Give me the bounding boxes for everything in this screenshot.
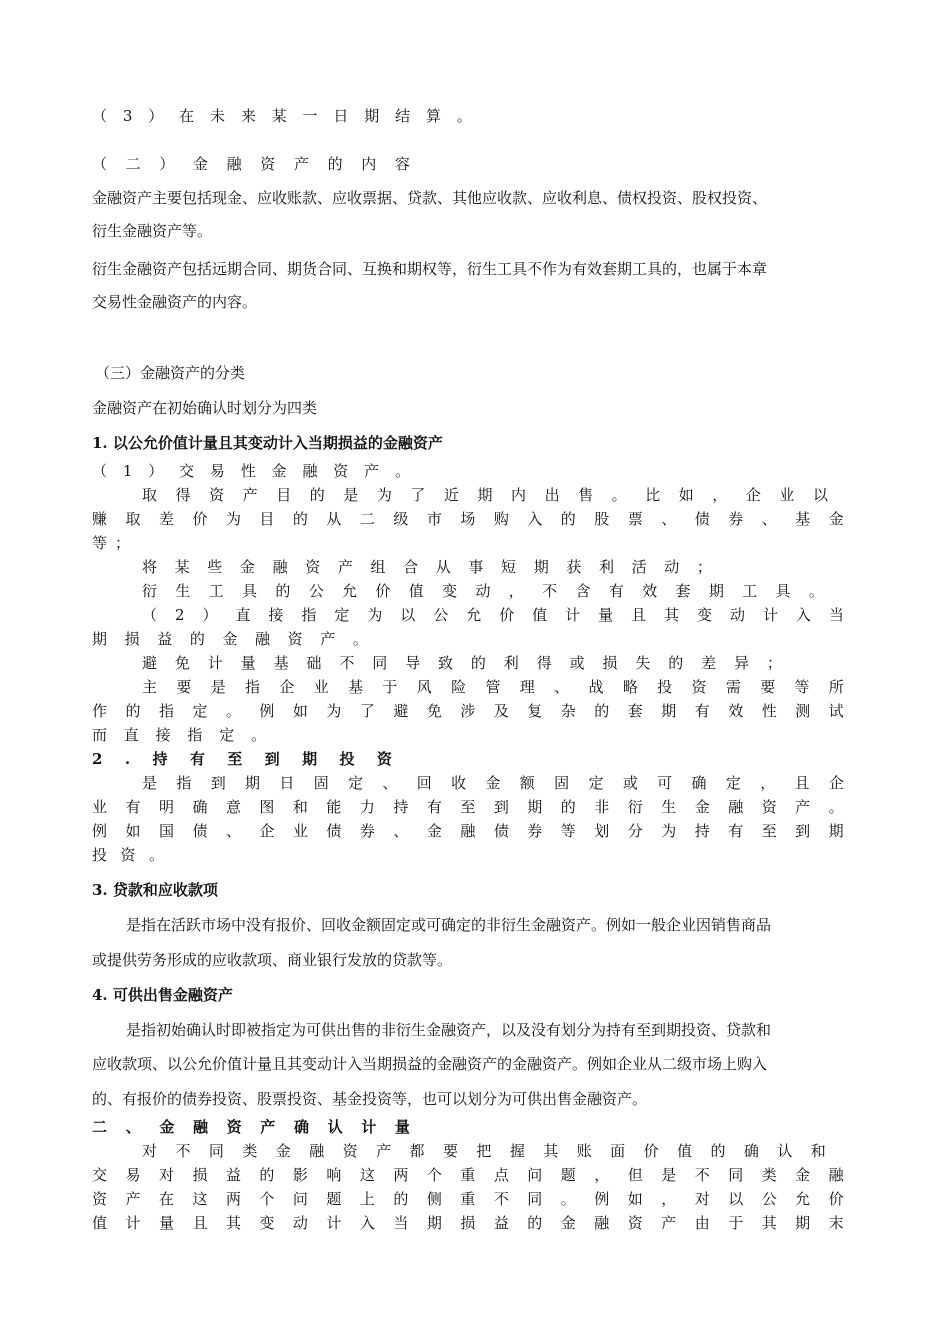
justified-line: 取 得 资 产 目 的 是 为 了 近 期 内 出 售 。 比 如 ， 企 业 以	[142, 486, 828, 504]
justified-line: 而 直 接 指 定 。	[92, 726, 266, 744]
justified-line: 期 损 益 的 金 融 资 产 。	[92, 630, 368, 648]
justified-line: 衍 生 工 具 的 公 允 价 值 变 动 ， 不 含 有 效 套 期 工 具 。	[142, 582, 824, 600]
heading-part-2-measurement: 二 、 金 融 资 产 确 认 计 量	[92, 1118, 410, 1136]
justified-line: 业 有 明 确 意 图 和 能 力 持 有 至 到 期 的 非 衍 生 金 融 资 产 。	[92, 798, 844, 816]
justified-line: 交 易 对 损 益 的 影 响 这 两 个 重 点 问 题 ， 但 是 不 同 类 金 融	[92, 1166, 844, 1184]
paragraph-line: 衍生金融资产等。	[92, 222, 213, 240]
justified-line: 将 某 些 金 融 资 产 组 合 从 事 短 期 获 利 活 动 ；	[142, 558, 712, 576]
justified-line: 对 不 同 类 金 融 资 产 都 要 把 握 其 账 面 价 值 的 确 认 和	[142, 1142, 826, 1160]
justified-line: 资 产 在 这 两 个 问 题 上 的 侧 重 不 同 。 例 如 ， 对 以 公 允 价	[92, 1190, 844, 1208]
paragraph-line: 应收款项、以公允价值计量且其变动计入当期损益的金融资产的金融资产。例如企业从二级市场上购入	[92, 1055, 768, 1073]
justified-line: 投 资 。	[92, 846, 164, 864]
justified-line: 例 如 国 债 、 企 业 债 券 、 金 融 债 券 等 划 分 为 持 有 至 到 期	[92, 822, 844, 840]
subheading-trading: （ 1 ） 交 易 性 金 融 资 产 。	[92, 462, 410, 480]
justified-line: 作 的 指 定 。 例 如 为 了 避 免 涉 及 复 杂 的 套 期 有 效 性 测 试	[92, 702, 844, 720]
justified-line: 主 要 是 指 企 业 基 于 风 险 管 理 、 战 略 投 资 需 要 等 所	[142, 678, 844, 696]
line-item-3-settlement: （ 3 ） 在 未 来 某 一 日 期 结 算 。	[92, 107, 472, 125]
paragraph-line: 的、有报价的债券投资、股票投资、基金投资等，也可以划分为可供出售金融资产。	[92, 1090, 648, 1108]
heading-2-htm: 2 . 持 有 至 到 期 投 资	[92, 750, 392, 768]
heading-3-loans: 3. 贷款和应收款项	[92, 881, 218, 899]
section-heading-classification: （三）金融资产的分类	[95, 364, 246, 382]
paragraph-line: 金融资产主要包括现金、应收账款、应收票据、贷款、其他应收款、应收利息、债权投资、股权投资、	[92, 189, 768, 207]
justified-line: 值 计 量 且 其 变 动 计 入 当 期 损 益 的 金 融 资 产 由 于 其 期 末	[92, 1214, 844, 1232]
heading-1-fvtpl: 1. 以公允价值计量且其变动计入当期损益的金融资产	[92, 434, 443, 452]
justified-line: 是 指 到 期 日 固 定 、 回 收 金 额 固 定 或 可 确 定 ， 且 企	[142, 774, 844, 792]
paragraph-line: 是指在活跃市场中没有报价、回收金额固定或可确定的非衍生金融资产。例如一般企业因销售商品	[126, 916, 772, 934]
paragraph-line: 是指初始确认时即被指定为可供出售的非衍生金融资产，以及没有划分为持有至到期投资、贷款和	[126, 1021, 772, 1039]
justified-line: 赚 取 差 价 为 目 的 从 二 级 市 场 购 入 的 股 票 、 债 券 、 基 金	[92, 510, 844, 528]
paragraph-line: 金融资产在初始确认时划分为四类	[92, 399, 318, 417]
paragraph-line: 衍生金融资产包括远期合同、期货合同、互换和期权等，衍生工具不作为有效套期工具的，也属于本章	[92, 260, 768, 278]
section-heading-contents: （ 二 ） 金 融 资 产 的 内 容	[92, 155, 410, 173]
paragraph-line: 交易性金融资产的内容。	[92, 293, 258, 311]
justified-line: 避 免 计 量 基 础 不 同 导 致 的 利 得 或 损 失 的 差 异 ；	[142, 654, 782, 672]
subheading-designated: （ 2 ） 直 接 指 定 为 以 公 允 价 值 计 量 且 其 变 动 计 入 当	[142, 606, 844, 624]
justified-line: 等 ；	[92, 534, 130, 552]
heading-4-afs: 4. 可供出售金融资产	[92, 986, 233, 1004]
paragraph-line: 或提供劳务形成的应收款项、商业银行发放的贷款等。	[92, 951, 453, 969]
